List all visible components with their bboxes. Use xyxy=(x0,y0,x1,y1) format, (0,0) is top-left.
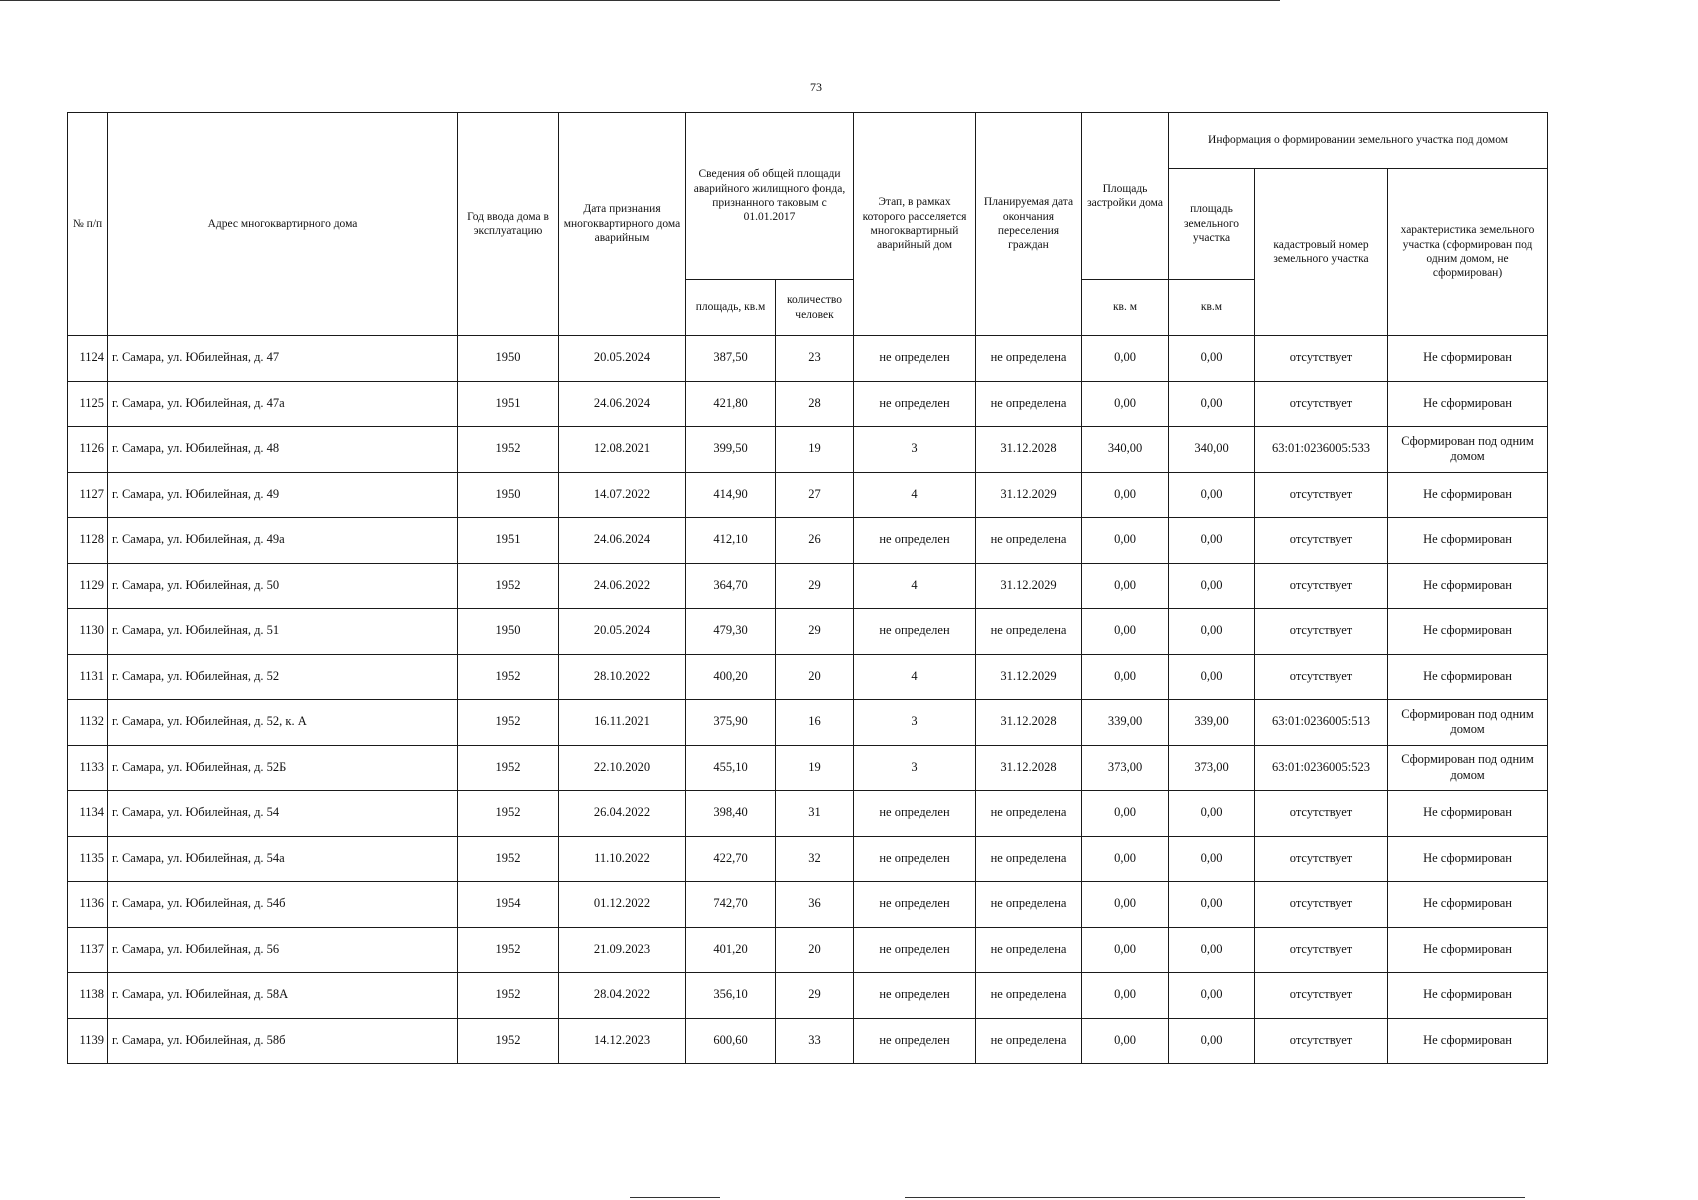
cell-building-area: 0,00 xyxy=(1082,472,1169,518)
cell-planned-end: 31.12.2029 xyxy=(976,472,1082,518)
cell-recognition-date: 28.10.2022 xyxy=(559,654,686,700)
header-building-area: Площадь застройки дома xyxy=(1082,113,1169,280)
cell-planned-end: не определена xyxy=(976,609,1082,655)
cell-recognition-date: 24.06.2024 xyxy=(559,518,686,564)
cell-area: 399,50 xyxy=(686,427,776,473)
table-row xyxy=(68,745,1548,791)
cell-area: 479,30 xyxy=(686,609,776,655)
cell-land-area: 0,00 xyxy=(1169,791,1255,837)
table-row xyxy=(68,927,1548,973)
cell-year: 1950 xyxy=(458,609,559,655)
cell-area: 422,70 xyxy=(686,836,776,882)
cell-land-area: 373,00 xyxy=(1169,745,1255,791)
cell-building-area: 0,00 xyxy=(1082,336,1169,382)
cell-stage: не определен xyxy=(854,609,976,655)
cell-land-char: Не сформирован xyxy=(1388,336,1548,382)
cell-land-area: 0,00 xyxy=(1169,381,1255,427)
cell-area: 401,20 xyxy=(686,927,776,973)
cell-cadastral: отсутствует xyxy=(1255,654,1388,700)
cell-num: 1126 xyxy=(68,427,108,473)
cell-stage: 3 xyxy=(854,700,976,746)
cell-recognition-date: 26.04.2022 xyxy=(559,791,686,837)
cell-people: 19 xyxy=(776,745,854,791)
cell-num: 1135 xyxy=(68,836,108,882)
header-building-area-unit: кв. м xyxy=(1082,280,1169,336)
cell-cadastral: 63:01:0236005:523 xyxy=(1255,745,1388,791)
cell-land-area: 339,00 xyxy=(1169,700,1255,746)
header-num: № п/п xyxy=(68,113,108,336)
table-row xyxy=(68,973,1548,1019)
cell-address: г. Самара, ул. Юбилейная, д. 58б xyxy=(108,1018,458,1064)
cell-recognition-date: 16.11.2021 xyxy=(559,700,686,746)
cell-address: г. Самара, ул. Юбилейная, д. 49а xyxy=(108,518,458,564)
header-recognition-date: Дата признания многоквартирного дома аварийным xyxy=(559,113,686,336)
cell-land-area: 0,00 xyxy=(1169,609,1255,655)
cell-building-area: 0,00 xyxy=(1082,973,1169,1019)
cell-num: 1139 xyxy=(68,1018,108,1064)
cell-address: г. Самара, ул. Юбилейная, д. 58А xyxy=(108,973,458,1019)
table-row xyxy=(68,836,1548,882)
cell-area: 356,10 xyxy=(686,973,776,1019)
cell-people: 29 xyxy=(776,563,854,609)
cell-address: г. Самара, ул. Юбилейная, д. 50 xyxy=(108,563,458,609)
cell-area: 375,90 xyxy=(686,700,776,746)
cell-planned-end: 31.12.2028 xyxy=(976,427,1082,473)
cell-land-area: 340,00 xyxy=(1169,427,1255,473)
cell-planned-end: 31.12.2028 xyxy=(976,700,1082,746)
cell-address: г. Самара, ул. Юбилейная, д. 54 xyxy=(108,791,458,837)
cell-num: 1125 xyxy=(68,381,108,427)
cell-num: 1129 xyxy=(68,563,108,609)
cell-num: 1134 xyxy=(68,791,108,837)
cell-area: 600,60 xyxy=(686,1018,776,1064)
header-land-area-unit: кв.м xyxy=(1169,280,1255,336)
cell-year: 1952 xyxy=(458,1018,559,1064)
cell-building-area: 0,00 xyxy=(1082,654,1169,700)
cell-cadastral: отсутствует xyxy=(1255,1018,1388,1064)
cell-year: 1952 xyxy=(458,836,559,882)
cell-land-char: Сформирован под одним домом xyxy=(1388,427,1548,473)
cell-address: г. Самара, ул. Юбилейная, д. 48 xyxy=(108,427,458,473)
cell-cadastral: отсутствует xyxy=(1255,472,1388,518)
header-area-sqm: площадь, кв.м xyxy=(686,280,776,336)
cell-land-char: Сформирован под одним домом xyxy=(1388,745,1548,791)
cell-year: 1950 xyxy=(458,472,559,518)
page-number: 73 xyxy=(810,80,822,94)
cell-recognition-date: 14.12.2023 xyxy=(559,1018,686,1064)
cell-planned-end: не определена xyxy=(976,791,1082,837)
cell-recognition-date: 20.05.2024 xyxy=(559,609,686,655)
cell-address: г. Самара, ул. Юбилейная, д. 47 xyxy=(108,336,458,382)
cell-cadastral: отсутствует xyxy=(1255,927,1388,973)
cell-people: 27 xyxy=(776,472,854,518)
cell-cadastral: отсутствует xyxy=(1255,336,1388,382)
cell-land-char: Не сформирован xyxy=(1388,381,1548,427)
cell-building-area: 340,00 xyxy=(1082,427,1169,473)
cell-people: 33 xyxy=(776,1018,854,1064)
cell-stage: 4 xyxy=(854,472,976,518)
cell-planned-end: не определена xyxy=(976,882,1082,928)
cell-planned-end: не определена xyxy=(976,973,1082,1019)
cell-people: 32 xyxy=(776,836,854,882)
cell-address: г. Самара, ул. Юбилейная, д. 49 xyxy=(108,472,458,518)
cell-people: 31 xyxy=(776,791,854,837)
cell-land-char: Не сформирован xyxy=(1388,563,1548,609)
cell-building-area: 0,00 xyxy=(1082,518,1169,564)
cell-planned-end: не определена xyxy=(976,927,1082,973)
cell-planned-end: не определена xyxy=(976,836,1082,882)
cell-building-area: 373,00 xyxy=(1082,745,1169,791)
cell-num: 1127 xyxy=(68,472,108,518)
cell-stage: не определен xyxy=(854,927,976,973)
header-land-char: характеристика земельного участка (сформирован под одним домом, не сформирован) xyxy=(1388,169,1548,336)
cell-address: г. Самара, ул. Юбилейная, д. 52, к. А xyxy=(108,700,458,746)
cell-recognition-date: 11.10.2022 xyxy=(559,836,686,882)
cell-planned-end: не определена xyxy=(976,1018,1082,1064)
cell-recognition-date: 28.04.2022 xyxy=(559,973,686,1019)
header-year: Год ввода дома в эксплуатацию xyxy=(458,113,559,336)
cell-land-area: 0,00 xyxy=(1169,927,1255,973)
cell-recognition-date: 12.08.2021 xyxy=(559,427,686,473)
cell-stage: не определен xyxy=(854,973,976,1019)
cell-people: 28 xyxy=(776,381,854,427)
registry-table xyxy=(67,112,1548,1064)
cell-land-char: Не сформирован xyxy=(1388,654,1548,700)
cell-num: 1131 xyxy=(68,654,108,700)
cell-area: 455,10 xyxy=(686,745,776,791)
cell-area: 742,70 xyxy=(686,882,776,928)
cell-land-char: Сформирован под одним домом xyxy=(1388,700,1548,746)
cell-num: 1133 xyxy=(68,745,108,791)
cell-stage: 3 xyxy=(854,745,976,791)
table-row xyxy=(68,609,1548,655)
cell-year: 1952 xyxy=(458,427,559,473)
cell-year: 1952 xyxy=(458,563,559,609)
cell-num: 1130 xyxy=(68,609,108,655)
cell-cadastral: отсутствует xyxy=(1255,791,1388,837)
cell-year: 1951 xyxy=(458,381,559,427)
cell-address: г. Самара, ул. Юбилейная, д. 52 xyxy=(108,654,458,700)
cell-num: 1128 xyxy=(68,518,108,564)
cell-building-area: 0,00 xyxy=(1082,927,1169,973)
cell-building-area: 0,00 xyxy=(1082,791,1169,837)
cell-land-area: 0,00 xyxy=(1169,472,1255,518)
table-row xyxy=(68,791,1548,837)
cell-year: 1952 xyxy=(458,973,559,1019)
cell-area: 400,20 xyxy=(686,654,776,700)
cell-people: 23 xyxy=(776,336,854,382)
cell-recognition-date: 20.05.2024 xyxy=(559,336,686,382)
table-row xyxy=(68,336,1548,382)
cell-area: 364,70 xyxy=(686,563,776,609)
cell-land-char: Не сформирован xyxy=(1388,973,1548,1019)
cell-recognition-date: 24.06.2022 xyxy=(559,563,686,609)
cell-recognition-date: 22.10.2020 xyxy=(559,745,686,791)
cell-num: 1137 xyxy=(68,927,108,973)
cell-people: 19 xyxy=(776,427,854,473)
cell-land-char: Не сформирован xyxy=(1388,609,1548,655)
cell-building-area: 0,00 xyxy=(1082,563,1169,609)
cell-planned-end: не определена xyxy=(976,336,1082,382)
header-row-1 xyxy=(68,113,1548,169)
cell-stage: не определен xyxy=(854,882,976,928)
cell-recognition-date: 21.09.2023 xyxy=(559,927,686,973)
cell-year: 1952 xyxy=(458,700,559,746)
cell-people: 16 xyxy=(776,700,854,746)
cell-cadastral: отсутствует xyxy=(1255,836,1388,882)
cell-land-area: 0,00 xyxy=(1169,336,1255,382)
cell-land-area: 0,00 xyxy=(1169,836,1255,882)
cell-area: 421,80 xyxy=(686,381,776,427)
cell-cadastral: отсутствует xyxy=(1255,973,1388,1019)
table-row xyxy=(68,518,1548,564)
cell-stage: 4 xyxy=(854,563,976,609)
cell-cadastral: отсутствует xyxy=(1255,882,1388,928)
cell-address: г. Самара, ул. Юбилейная, д. 54а xyxy=(108,836,458,882)
cell-land-area: 0,00 xyxy=(1169,654,1255,700)
cell-planned-end: не определена xyxy=(976,518,1082,564)
cell-address: г. Самара, ул. Юбилейная, д. 52Б xyxy=(108,745,458,791)
cell-land-area: 0,00 xyxy=(1169,1018,1255,1064)
scan-line-top xyxy=(0,0,1280,1)
cell-land-area: 0,00 xyxy=(1169,563,1255,609)
cell-cadastral: отсутствует xyxy=(1255,563,1388,609)
cell-year: 1951 xyxy=(458,518,559,564)
cell-building-area: 339,00 xyxy=(1082,700,1169,746)
cell-building-area: 0,00 xyxy=(1082,609,1169,655)
scan-line-bottom-right xyxy=(905,1197,1525,1198)
table-row xyxy=(68,654,1548,700)
cell-stage: не определен xyxy=(854,336,976,382)
cell-planned-end: 31.12.2028 xyxy=(976,745,1082,791)
cell-building-area: 0,00 xyxy=(1082,836,1169,882)
cell-area: 387,50 xyxy=(686,336,776,382)
cell-people: 36 xyxy=(776,882,854,928)
header-land-area: площадь земельного участка xyxy=(1169,169,1255,280)
header-address: Адрес многоквартирного дома xyxy=(108,113,458,336)
cell-land-char: Не сформирован xyxy=(1388,882,1548,928)
cell-stage: не определен xyxy=(854,1018,976,1064)
cell-planned-end: не определена xyxy=(976,381,1082,427)
header-cadastral: кадастровый номер земельного участка xyxy=(1255,169,1388,336)
cell-stage: не определен xyxy=(854,791,976,837)
cell-people: 29 xyxy=(776,973,854,1019)
cell-stage: 3 xyxy=(854,427,976,473)
cell-recognition-date: 24.06.2024 xyxy=(559,381,686,427)
cell-land-area: 0,00 xyxy=(1169,882,1255,928)
scan-line-bottom-left xyxy=(630,1197,720,1198)
cell-cadastral: отсутствует xyxy=(1255,609,1388,655)
cell-area: 412,10 xyxy=(686,518,776,564)
cell-address: г. Самара, ул. Юбилейная, д. 54б xyxy=(108,882,458,928)
cell-year: 1952 xyxy=(458,745,559,791)
cell-cadastral: 63:01:0236005:513 xyxy=(1255,700,1388,746)
cell-year: 1952 xyxy=(458,654,559,700)
cell-land-char: Не сформирован xyxy=(1388,518,1548,564)
cell-people: 20 xyxy=(776,654,854,700)
cell-year: 1952 xyxy=(458,791,559,837)
cell-land-area: 0,00 xyxy=(1169,973,1255,1019)
cell-planned-end: 31.12.2029 xyxy=(976,563,1082,609)
cell-building-area: 0,00 xyxy=(1082,882,1169,928)
cell-people: 29 xyxy=(776,609,854,655)
cell-year: 1954 xyxy=(458,882,559,928)
table-row xyxy=(68,381,1548,427)
cell-num: 1138 xyxy=(68,973,108,1019)
header-planned-end: Планируемая дата окончания переселения граждан xyxy=(976,113,1082,336)
cell-stage: 4 xyxy=(854,654,976,700)
cell-stage: не определен xyxy=(854,836,976,882)
table-row xyxy=(68,1018,1548,1064)
cell-cadastral: отсутствует xyxy=(1255,381,1388,427)
cell-address: г. Самара, ул. Юбилейная, д. 56 xyxy=(108,927,458,973)
cell-planned-end: 31.12.2029 xyxy=(976,654,1082,700)
cell-recognition-date: 01.12.2022 xyxy=(559,882,686,928)
cell-address: г. Самара, ул. Юбилейная, д. 47а xyxy=(108,381,458,427)
table-row xyxy=(68,700,1548,746)
cell-year: 1952 xyxy=(458,927,559,973)
cell-area: 398,40 xyxy=(686,791,776,837)
cell-land-char: Не сформирован xyxy=(1388,472,1548,518)
cell-land-char: Не сформирован xyxy=(1388,1018,1548,1064)
header-people: количество человек xyxy=(776,280,854,336)
header-stage: Этап, в рамках которого расселяется многоквартирный аварийный дом xyxy=(854,113,976,336)
cell-people: 26 xyxy=(776,518,854,564)
cell-recognition-date: 14.07.2022 xyxy=(559,472,686,518)
cell-land-char: Не сформирован xyxy=(1388,927,1548,973)
cell-cadastral: 63:01:0236005:533 xyxy=(1255,427,1388,473)
table-row xyxy=(68,427,1548,473)
table-row xyxy=(68,563,1548,609)
table-body xyxy=(68,336,1548,1064)
cell-cadastral: отсутствует xyxy=(1255,518,1388,564)
cell-year: 1950 xyxy=(458,336,559,382)
cell-land-char: Не сформирован xyxy=(1388,836,1548,882)
cell-num: 1136 xyxy=(68,882,108,928)
cell-area: 414,90 xyxy=(686,472,776,518)
cell-address: г. Самара, ул. Юбилейная, д. 51 xyxy=(108,609,458,655)
header-area-info: Сведения об общей площади аварийного жилищного фонда, признанного таковым с 01.01.2017 xyxy=(686,113,854,280)
cell-stage: не определен xyxy=(854,518,976,564)
header-land-info: Информация о формировании земельного участка под домом xyxy=(1169,113,1548,169)
cell-stage: не определен xyxy=(854,381,976,427)
cell-building-area: 0,00 xyxy=(1082,381,1169,427)
table-row xyxy=(68,472,1548,518)
cell-num: 1132 xyxy=(68,700,108,746)
cell-building-area: 0,00 xyxy=(1082,1018,1169,1064)
table-row xyxy=(68,882,1548,928)
cell-land-char: Не сформирован xyxy=(1388,791,1548,837)
cell-people: 20 xyxy=(776,927,854,973)
cell-num: 1124 xyxy=(68,336,108,382)
cell-land-area: 0,00 xyxy=(1169,518,1255,564)
